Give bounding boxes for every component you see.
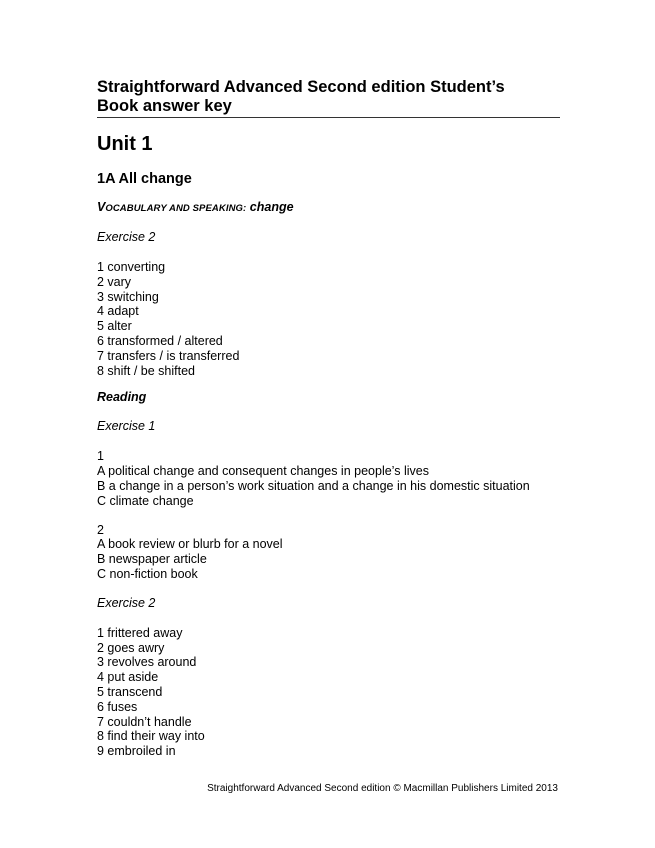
copyright-footer: Straightforward Advanced Second edition © Macmillan Publishers Limited 2013 [207,783,558,794]
answer-line: 1 frittered away [97,625,183,640]
answer-line: 3 switching [97,289,159,304]
vocabulary-heading-initial: V [97,200,106,214]
answer-line: 9 embroiled in [97,744,176,759]
answer-line: A book review or blurb for a novel [97,537,283,552]
vocabulary-heading-topic: change [249,200,294,214]
vocabulary-answer-list [97,260,560,378]
answer-group-number: 2 [97,522,104,537]
answer-line: C non-fiction book [97,566,198,581]
answer-line: B newspaper article [97,552,207,567]
reading-exercise-1-answers [97,449,560,581]
vocabulary-section-heading [97,200,560,216]
answer-group-2 [97,523,560,582]
answer-line: 6 fuses [97,699,138,714]
answer-key-page [97,78,560,759]
reading-exercise-2-answers [97,626,560,759]
answer-group-1 [97,449,560,508]
answer-line: 3 revolves around [97,655,197,670]
answer-line: A political change and consequent changes in people’s lives [97,464,429,479]
lesson-heading: 1A All change [97,171,192,187]
answer-line: 5 transcend [97,684,163,699]
answer-line: 5 alter [97,319,132,334]
vocabulary-exercise-label: Exercise 2 [97,230,156,244]
answer-line: 2 goes awry [97,640,165,655]
answer-line: 6 transformed / altered [97,333,223,348]
answer-line: C climate change [97,493,194,508]
vocabulary-heading-smallcaps: OCABULARY AND SPEAKING: [105,203,247,214]
answer-line: 4 adapt [97,304,139,319]
answer-line: 2 vary [97,274,132,289]
answer-line: 4 put aside [97,670,159,685]
reading-section-heading: Reading [97,390,147,405]
answer-line: B a change in a person’s work situation and a change in his domestic situation [97,478,530,493]
answer-line: 8 shift / be shifted [97,363,195,378]
answer-line: 7 couldn’t handle [97,714,192,729]
reading-exercise-2-label: Exercise 2 [97,595,156,610]
unit-heading: Unit 1 [97,133,153,155]
document-title-line-2: Book answer key [97,97,232,115]
answer-line: 8 find their way into [97,729,205,744]
answer-line: 1 converting [97,260,166,274]
answer-line: 7 transfers / is transferred [97,348,240,363]
document-title-line-1: Straightforward Advanced Second edition Student’s [97,78,505,96]
reading-exercise-1-label: Exercise 1 [97,419,156,434]
answer-group-number: 1 [97,449,104,464]
title-underline [97,117,560,118]
document-title [97,78,560,117]
